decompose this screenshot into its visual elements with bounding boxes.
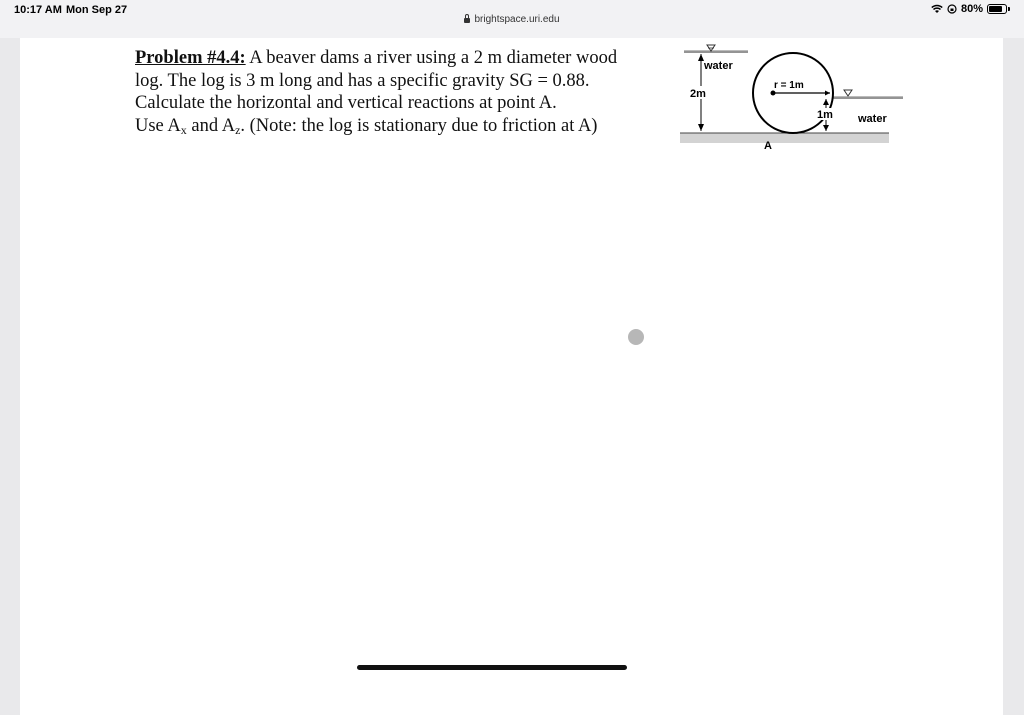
problem-line-4-post: . (Note: the log is stationary due to friction at A): [240, 115, 598, 136]
status-time: 10:17 AM: [14, 4, 62, 16]
right-water-label: water: [858, 113, 887, 125]
wifi-icon: [931, 4, 943, 14]
right-surface-marker-icon: [844, 90, 852, 96]
problem-line-4-pre: Use A: [135, 115, 181, 136]
battery-percent: 80%: [960, 3, 983, 15]
orientation-lock-icon: [947, 4, 957, 14]
status-date: Mon Sep 27: [66, 4, 128, 16]
url-container[interactable]: [464, 14, 559, 25]
scroll-indicator[interactable]: [628, 329, 644, 345]
point-a-label: A: [764, 140, 772, 152]
address-bar[interactable]: [0, 14, 1024, 38]
url-text[interactable]: brightspace.uri.edu: [474, 14, 560, 25]
problem-title: Problem #4.4:: [135, 48, 246, 68]
left-water-label: water: [704, 60, 733, 72]
problem-line-4-mid: and A: [186, 115, 236, 136]
home-indicator[interactable]: [357, 665, 627, 670]
problem-line-3: Calculate the horizontal and vertical reactions at point A.: [135, 93, 557, 113]
document-page: [20, 38, 1003, 715]
problem-line-1: A beaver dams a river using a 2 m diameter wood: [249, 48, 618, 68]
beaver-dam-diagram: [680, 42, 910, 158]
radius-label: r = 1m: [774, 80, 804, 91]
battery-fill: [989, 6, 1002, 12]
problem-statement: [135, 47, 675, 141]
subscript-x: x: [180, 122, 187, 137]
lock-icon: [464, 18, 470, 23]
battery-tip: [1008, 7, 1010, 11]
left-water-surface: [684, 50, 748, 53]
right-depth-label: 1m: [817, 109, 833, 121]
status-right: [931, 3, 1010, 15]
subscript-z: z: [235, 122, 241, 137]
ground: [680, 133, 889, 143]
problem-line-2: log. The log is 3 m long and has a specific gravity SG = 0.88.: [135, 70, 590, 91]
battery-icon: [987, 4, 1007, 14]
left-depth-label: 2m: [690, 88, 706, 100]
